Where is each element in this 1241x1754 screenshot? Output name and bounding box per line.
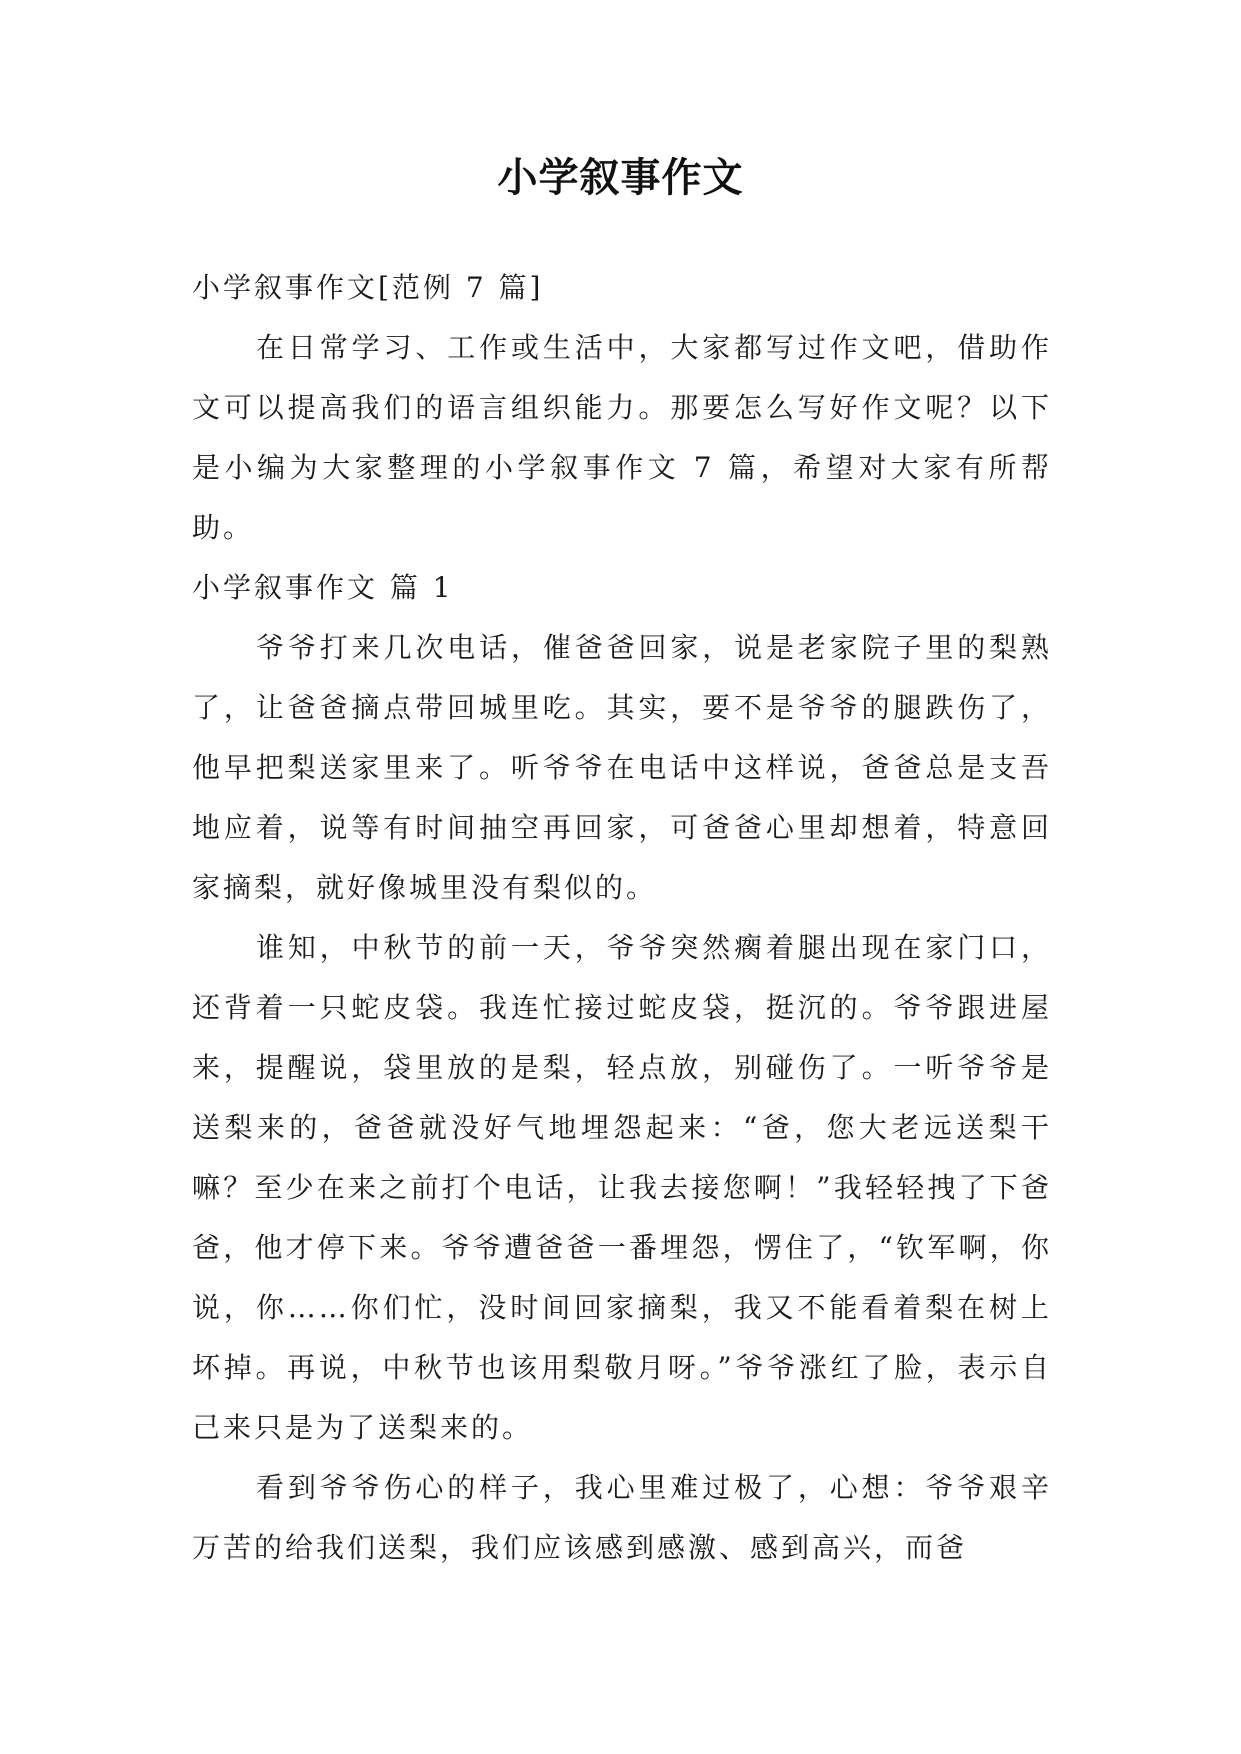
- document-title: 小学叙事作文: [497, 155, 744, 201]
- document-body: [192, 258, 1052, 1578]
- document-subtitle: 小学叙事作文[范例 7 篇]: [192, 271, 544, 304]
- body-paragraph: 谁知，中秋节的前一天，爷爷突然瘸着腿出现在家门口，还背着一只蛇皮袋。我连忙接过蛇皮袋，挺沉的。爷爷跟进屋来，提醒说，袋里放的是梨，轻点放，别碰伤了。一听爷爷是送梨来的，爸爸就没好气地埋怨起来：“爸，您大老远送梨干嘛？至少在来之前打个电话，让我去接您啊！”我轻轻拽了下爸爸，他才停下来。爷爷遭爸爸一番埋怨，愣住了，“钦军啊，你说，你……你们忙，没时间回家摘梨，我又不能看着梨在树上坏掉。再说，中秋节也该用梨敬月呀。”爷爷涨红了脸，表示自己来只是为了送梨来的。: [192, 931, 1052, 1444]
- section-heading: 小学叙事作文 篇 1: [192, 571, 454, 604]
- body-paragraph: 爷爷打来几次电话，催爸爸回家，说是老家院子里的梨熟了，让爸爸摘点带回城里吃。其实，要不是爷爷的腿跌伤了，他早把梨送家里来了。听爷爷在电话中这样说，爸爸总是支吾地应着，说等有时间抽空再回家，可爸爸心里却想着，特意回家摘梨，就好像城里没有梨似的。: [192, 631, 1052, 904]
- body-paragraph: 看到爷爷伤心的样子，我心里难过极了，心想：爷爷艰辛万苦的给我们送梨，我们应该感到感激、感到高兴，而爸: [192, 1471, 1052, 1564]
- intro-paragraph: 在日常学习、工作或生活中，大家都写过作文吧，借助作文可以提高我们的语言组织能力。那要怎么写好作文呢？以下是小编为大家整理的小学叙事作文 7 篇，希望对大家有所帮助。: [192, 331, 1052, 544]
